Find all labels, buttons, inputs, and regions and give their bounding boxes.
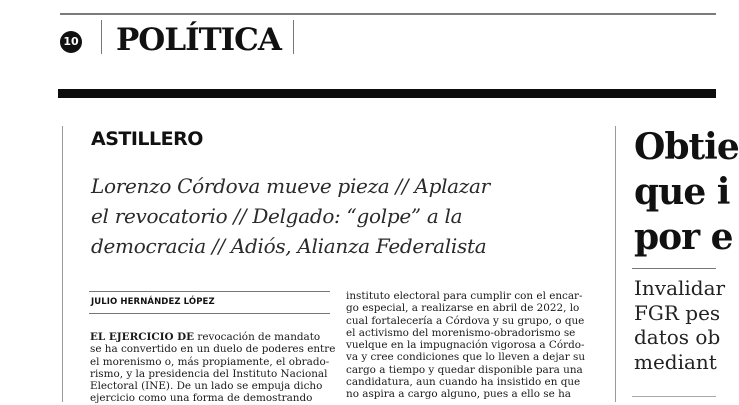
body-line: instituto electoral para cumplir con el encar- [346, 290, 583, 302]
body-line: go especial, a realizarse en abril de 2022, lo [346, 302, 580, 315]
body-line [90, 331, 330, 343]
lead-in: EL EJERCICIO DE [90, 331, 195, 343]
body-line: no aspira a cargo alguno, pues a ello se ha [346, 388, 571, 401]
deck-line: el revocatorio // Delgado: “golpe” a la [91, 204, 463, 228]
header-divider-left [101, 20, 102, 54]
headline-line: Obtie [634, 126, 739, 168]
section-title: POLÍTICA [116, 22, 281, 58]
byline-rule-top [89, 291, 330, 292]
deck-line: democracia // Adiós, Alianza Federalista [91, 234, 487, 258]
byline-rule-bottom [89, 313, 330, 314]
summary-line: datos ob [634, 325, 721, 349]
side-article-headline [634, 125, 739, 260]
body-line: se ha convertido en un duelo de poderes entre [90, 343, 336, 356]
body-line: candidatura, aun cuando ha insistido en que [346, 376, 581, 389]
body-line: va y cree condiciones que lo lleven a dejar su [346, 351, 586, 364]
body-line: cual fortalecería a Córdova y su grupo, o que [346, 314, 585, 327]
body-text-right-column [346, 290, 586, 401]
body-line: cargo a tiempo y quedar disponible para una [346, 363, 583, 376]
summary-line: mediant [634, 349, 717, 374]
body-line-rest: revocación de mandato [194, 331, 321, 343]
middle-column-rule [615, 126, 616, 402]
left-column-rule [62, 126, 63, 402]
header-divider-right [293, 20, 294, 54]
body-line: el activismo del morenismo-obradorismo se [346, 326, 576, 339]
top-rule [60, 13, 716, 15]
side-article-summary [634, 276, 725, 374]
deck-line: Lorenzo Córdova mueve pieza // Aplazar [91, 174, 490, 198]
summary-line: FGR pes [634, 300, 721, 325]
body-line: el morenismo o, más propiamente, el obrado- [90, 355, 330, 368]
body-line: vuelque en la impugnación vigorosa a Córdo- [346, 339, 585, 352]
body-line: ejercicio como una forma de demostrando [90, 392, 313, 405]
body-line: rismo, y la presidencia del Instituto Nacional [90, 367, 328, 380]
headline-line: que i [634, 171, 730, 213]
headline-line: por e [634, 216, 733, 258]
body-line: Electoral (INE). De un lado se empuja dicho [90, 380, 323, 393]
body-text-left-column [90, 331, 336, 405]
side-article-rule [632, 268, 716, 269]
column-name: ASTILLERO [91, 128, 203, 150]
header-heavy-rule [58, 89, 716, 98]
byline: JULIO HERNÁNDEZ LÓPEZ [91, 297, 215, 307]
column-deck [91, 171, 531, 261]
page-number-badge: 10 [60, 31, 82, 53]
summary-line: Invalidar [634, 276, 726, 300]
side-article-bottom-rule [632, 396, 716, 397]
